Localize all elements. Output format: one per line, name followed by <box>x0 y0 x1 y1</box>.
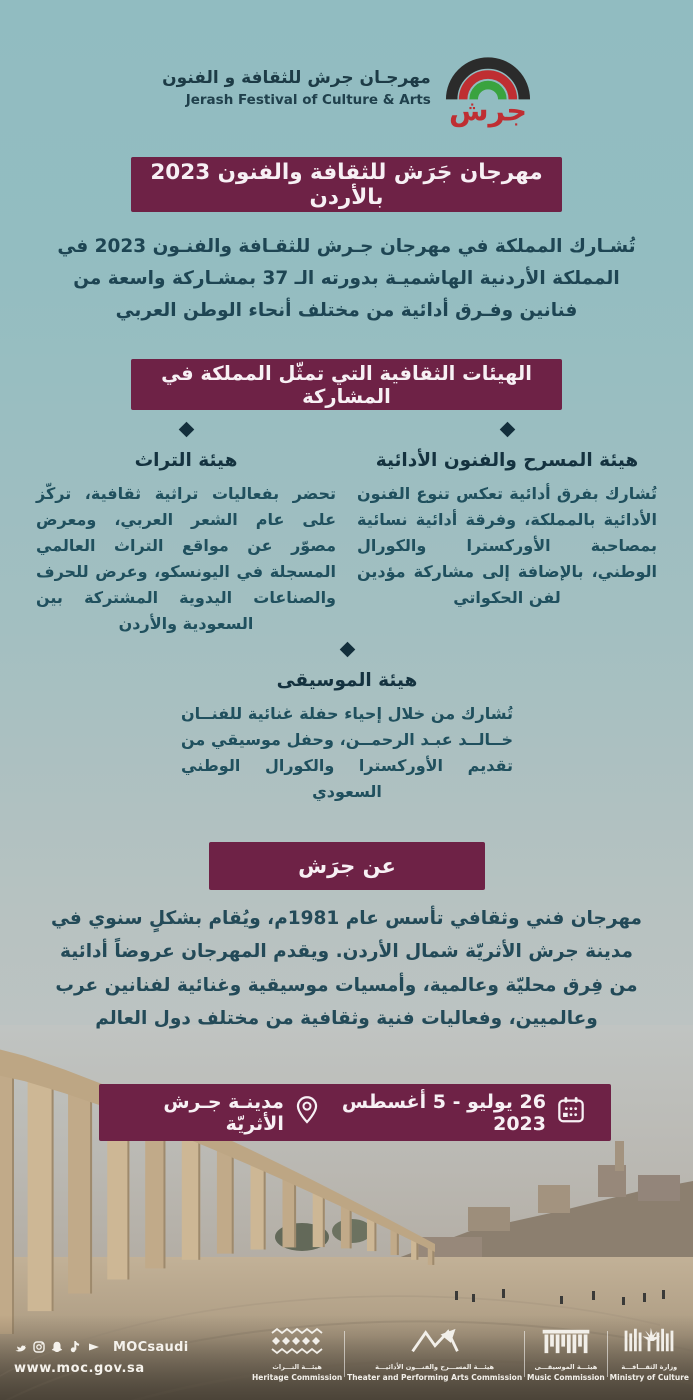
music-commission-icon <box>540 1327 592 1359</box>
twitter-icon[interactable] <box>14 1338 27 1357</box>
festival-title-english: Jerash Festival of Culture & Arts <box>185 92 431 108</box>
entity-heritage-title: هيئة التراث <box>134 450 238 471</box>
entity-music-body: تُشارك من خلال إحياء حفلة غنائية للفنــان خــالــد عبـد الرحمــن، وحفل موسيقي من تقديم الأوركسترا والكورال الوطني السعودي <box>181 704 513 801</box>
intro-paragraph: تُشـارك المملكة في مهرجان جـرش للثقـافة والفنـون 2023 في المملكة الأردنية الهاشميـة بدورته الـ 37 بمشـاركة واسعة من فنانين وفـرق أدائية من مختلف أنحاء الوطن العربي <box>57 236 636 321</box>
instagram-icon[interactable] <box>33 1338 45 1357</box>
heritage-commission-label-ar: هيئـــة التـــراث <box>272 1363 322 1371</box>
heritage-commission-logo <box>252 1327 342 1382</box>
entity-music-title: هيئة الموسيقى <box>276 670 418 691</box>
website-url[interactable]: www.moc.gov.sa <box>14 1361 145 1376</box>
event-info-badge <box>99 1084 611 1141</box>
theater-commission-label-en: Theater and Performing Arts Commission <box>347 1373 523 1382</box>
music-commission-label-en: Music Commission <box>527 1373 605 1382</box>
entity-theater-body: تُشارك بفرق أدائية تعكس تنوع الفنون الأدائية بالمملكة، وفرقة أدائية نسائية بمصاحبة الأوركسترا والكورال الوطني، بالإضافة إلى مشاركة مؤدين لفن الحكواتي <box>357 484 657 607</box>
theater-commission-logo <box>347 1327 522 1382</box>
footer-logos-row <box>252 1325 689 1382</box>
diamond-bullet-icon <box>499 422 515 438</box>
heritage-commission-icon <box>269 1327 325 1359</box>
entities-section-banner: الهيئات الثقافية التي تمثّل المملكة في المشاركة <box>131 359 562 410</box>
event-location-group <box>125 1091 319 1135</box>
main-title-banner: مهرجان جَرَش للثقافة والفنون 2023 بالأردن <box>131 157 562 212</box>
about-section-banner: عن جرَش <box>209 842 485 890</box>
youtube-icon[interactable] <box>87 1338 101 1357</box>
diamond-bullet-icon <box>178 422 194 438</box>
footer-divider <box>524 1331 525 1377</box>
entity-theater-title: هيئة المسرح والفنون الأدائية <box>375 450 639 471</box>
entity-heritage-body: تحضر بفعاليات تراثية ثقافية، تركّز على عام الشعر العربي، ومعرض مصوّر عن مواقع التراث العالمي المسجلة في اليونسكو، وعرض للحرف والصناعات اليدوية المشتركة بين السعودية والأردن <box>36 484 336 633</box>
heritage-commission-label-en: Heritage Commission <box>252 1373 343 1382</box>
festival-title-arabic: مهرجـان جرش للثقافة و الفنون <box>162 68 431 88</box>
calendar-icon <box>557 1096 585 1129</box>
festival-logo <box>0 40 693 136</box>
footer-divider <box>607 1331 608 1377</box>
tiktok-icon[interactable] <box>69 1338 81 1357</box>
social-icons-row <box>14 1338 188 1357</box>
entity-theater-section <box>357 424 657 611</box>
entity-music-section <box>181 644 513 805</box>
snapchat-icon[interactable] <box>51 1338 63 1357</box>
event-date: 26 يوليو - 5 أغسطس 2023 <box>341 1090 546 1135</box>
entity-heritage-section <box>36 424 336 636</box>
event-location: مدينـة جـرش الأثريّة <box>163 1090 284 1135</box>
ministry-of-culture-label-ar: وزارة الثقـــافـــة <box>621 1363 678 1371</box>
about-paragraph: مهرجان فني وثقافي تأسس عام 1981م، ويُقام بشكلٍ سنوي في مدينة جرش الأثريّة شمال الأردن. ويقدم المهرجان عروضاً أدائية من فِرق محليّة وعالمية، وأمسيات موسيقية وغنائية لفنانين عرب وعالميين، وفعاليات فنية وثقافية من مختلف دول العالم <box>50 908 643 1029</box>
theater-commission-icon <box>406 1327 464 1359</box>
footer-contact <box>14 1338 188 1376</box>
ministry-of-culture-logo <box>610 1325 689 1382</box>
festival-logo-text <box>162 68 431 108</box>
ministry-of-culture-label-en: Ministry of Culture <box>609 1373 689 1382</box>
music-commission-logo <box>527 1327 605 1382</box>
rainbow-arch-logo-icon <box>445 40 531 136</box>
music-commission-label-ar: هيئـــة الموسيقـــى <box>534 1363 598 1371</box>
event-date-group <box>319 1091 585 1135</box>
location-pin-icon <box>295 1095 319 1130</box>
theater-commission-label-ar: هيئـــة المســـرح والفنـــون الأدائيـــة <box>375 1363 495 1371</box>
footer-divider <box>344 1331 345 1377</box>
logo-calligraphy: جرش <box>448 93 527 128</box>
diamond-bullet-icon <box>339 642 355 658</box>
ministry-of-culture-icon <box>622 1325 676 1359</box>
social-handle[interactable]: MOCsaudi <box>113 1340 189 1355</box>
